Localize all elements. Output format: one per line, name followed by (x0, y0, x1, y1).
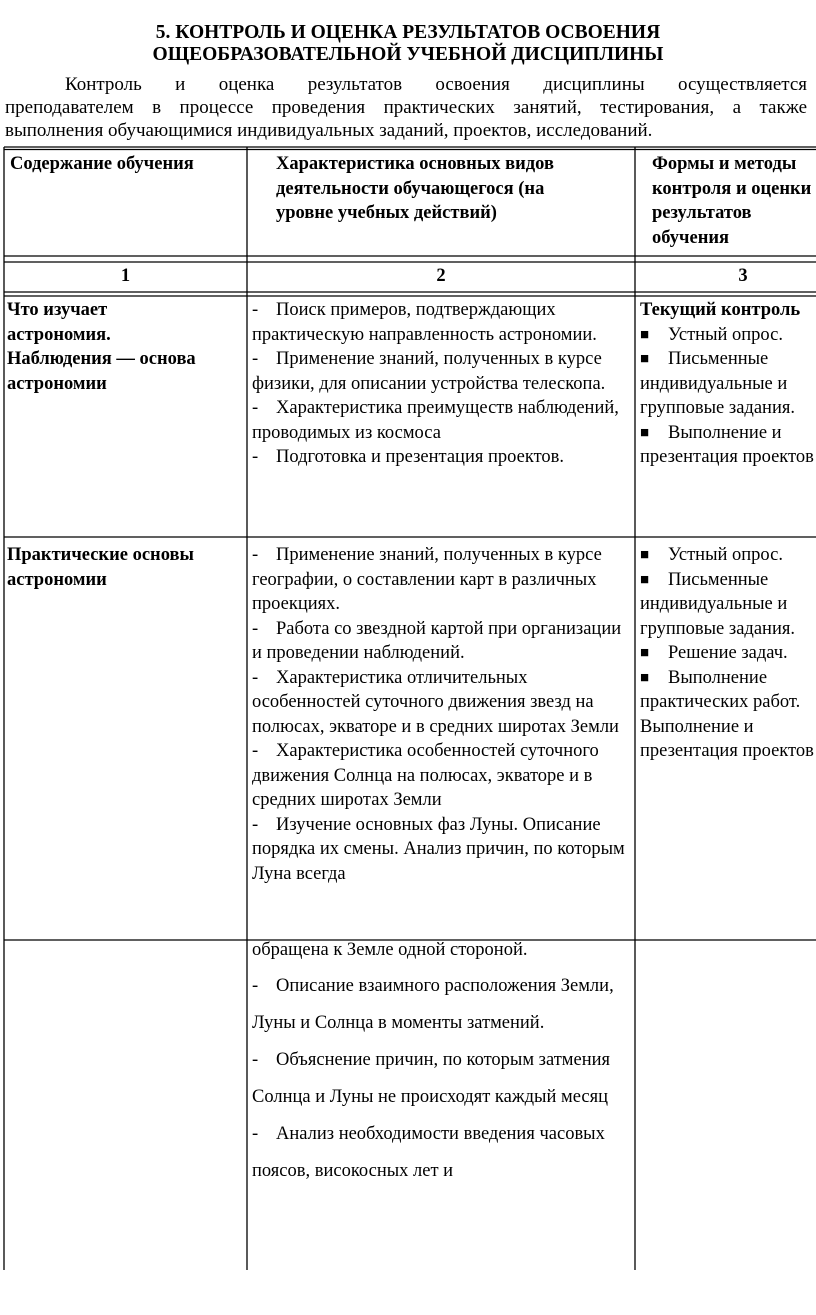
row2-activity-1: - Применение знаний, полученных в курсе географии, о составлении карт в различных проекциях. (252, 545, 602, 614)
row2-control-1: ■ Устный опрос. (640, 545, 783, 565)
row2-activity-3: - Характеристика отличительных особенностей суточного движения звезд на полюсах, экваторе и в средних широтах Земли (252, 667, 619, 737)
header-control-line1: Формы и методы (652, 154, 797, 174)
intro-paragraph (5, 73, 807, 142)
row3-activity-2: - Объяснение причин, по которым затмения Солнца и Луны не происходят каждый месяц (252, 1050, 611, 1107)
header-activities-line1: Характеристика основных видов (276, 154, 554, 174)
row1-topic-line1: Что изучает (7, 300, 108, 320)
section-heading-line2: ОЩЕОБРАЗОВАТЕЛЬНОЙ УЧЕБНОЙ ДИСЦИПЛИНЫ (152, 44, 664, 65)
header-content (10, 152, 244, 177)
row3-continuation-text: обращена к Земле одной стороной. (252, 940, 528, 960)
row2-control (640, 543, 816, 764)
column-number-2: 2 (436, 266, 446, 286)
row2-control-4: ■ Выполнение практических работ. (640, 667, 801, 712)
row1-control-2: ■ Письменные индивидуальные и групповые задания. (640, 349, 795, 418)
row1-topic-line3: Наблюдения — основа (7, 349, 196, 369)
intro-line2: преподавателем в процессе проведения практических занятий, тестирования, а также (5, 97, 807, 118)
header-control (652, 152, 816, 250)
intro-line1: Контроль и оценка результатов освоения дисциплины осуществляется (65, 74, 807, 95)
header-activities-line2: деятельности обучающегося (на (276, 178, 545, 199)
row1-activities (252, 298, 632, 470)
row1-activity-3: - Характеристика преимуществ наблюдений, проводимых из космоса (252, 398, 619, 443)
row1-control (640, 298, 816, 470)
row2-activity-5: - Изучение основных фаз Луны. Описание порядка их смены. Анализ причин, по которым Луна всегда (252, 814, 625, 884)
header-control-line4: обучения (652, 227, 730, 248)
row1-control-1: ■ Устный опрос. (640, 324, 783, 345)
row1-activity-2: - Применение знаний, полученных в курсе физики, для описании устройства телескопа. (252, 349, 606, 394)
row3-activities (252, 968, 622, 1190)
column-number-3: 3 (738, 266, 748, 286)
row2-topic (7, 543, 245, 592)
row1-control-3: ■ Выполнение и презентация проектов (640, 422, 814, 467)
row1-control-title: Текущий контроль (640, 300, 801, 320)
row2-activity-4: - Характеристика особенностей суточного движения Солнца на полюсах, экваторе и в средних широтах Земли (252, 741, 599, 810)
row1-activity-1: - Поиск примеров, подтверждающих практическую направленность астрономии. (252, 300, 597, 345)
row2-control-3: ■ Решение задач. (640, 643, 788, 663)
row1-activity-4: - Подготовка и презентация проектов. (252, 447, 565, 467)
row2-control-2: ■ Письменные индивидуальные и групповые задания. (640, 569, 795, 639)
row1-topic-line4: астрономии (7, 373, 107, 394)
row3-continuation (252, 938, 632, 963)
row2-activity-2: - Работа со звездной картой при организации и проведении наблюдений. (252, 618, 622, 663)
section-heading-line1: 5. КОНТРОЛЬ И ОЦЕНКА РЕЗУЛЬТАТОВ ОСВОЕНИЯ (155, 22, 661, 43)
section-heading (0, 22, 816, 66)
row1-topic (7, 298, 245, 396)
row1-topic-line2: астрономия. (7, 324, 111, 345)
intro-line3: выполнения обучающимися индивидуальных заданий, проектов, исследований. (5, 120, 653, 141)
header-control-line3: результатов (652, 203, 752, 223)
row3-activity-1: - Описание взаимного расположения Земли, Луны и Солнца в моменты затмений. (252, 976, 614, 1033)
row2-activities (252, 543, 632, 939)
header-activities-line3: уровне учебных действий) (276, 203, 497, 223)
row2-control-extra: Выполнение и презентация проектов (640, 716, 814, 761)
header-activities (276, 152, 632, 226)
row2-topic-line1: Практические основы (7, 545, 194, 565)
header-content-label: Содержание обучения (10, 154, 194, 174)
row2-topic-line2: астрономии (7, 569, 107, 590)
header-control-line2: контроля и оценки (652, 178, 812, 199)
column-number-1: 1 (120, 266, 131, 286)
row3-activity-3: - Анализ необходимости введения часовых поясов, високосных лет и (252, 1124, 605, 1181)
